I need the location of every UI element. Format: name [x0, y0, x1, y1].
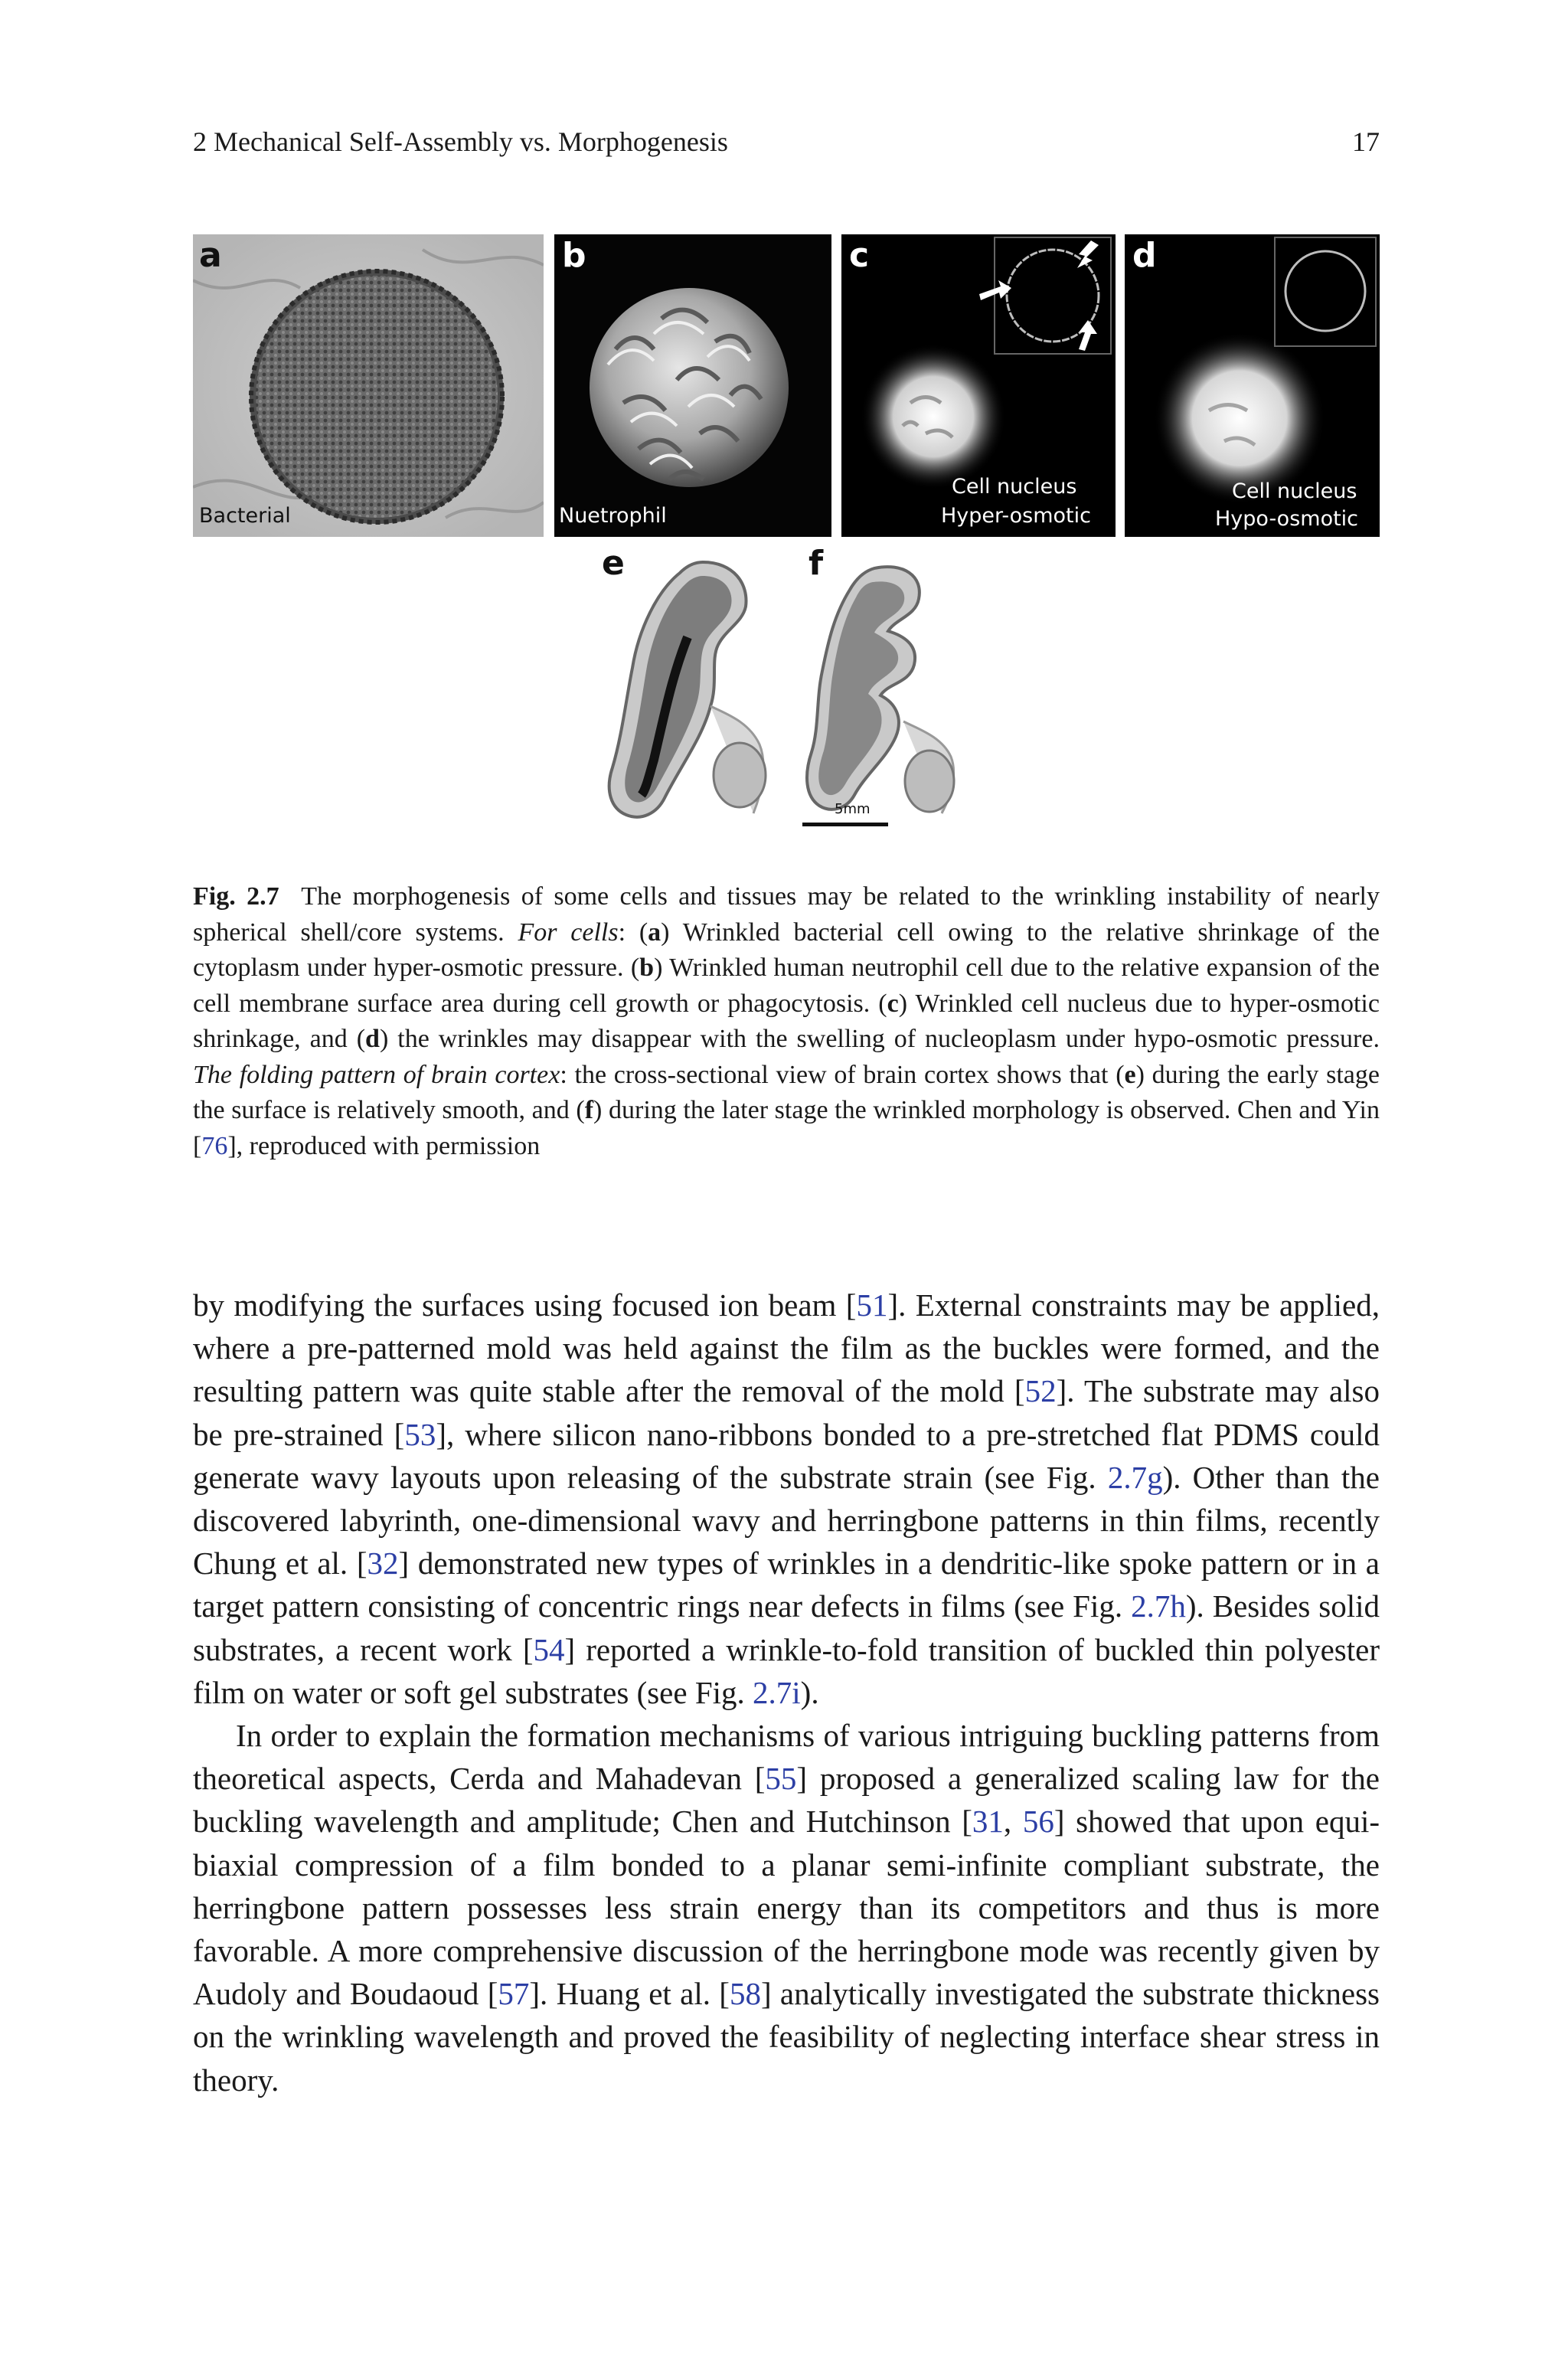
- citation-link[interactable]: 52: [1024, 1373, 1057, 1409]
- figure-panel-d: [1125, 234, 1380, 537]
- panel-caption-b: Nuetrophil: [559, 504, 667, 528]
- panel-label-e: e: [602, 545, 625, 583]
- citation-link[interactable]: 53: [404, 1416, 436, 1452]
- paragraph: by modifying the surfaces using focused ion beam [51]. External constraints may be applied, where a pre-patterned mold was held against the film as the buckles were formed, and the resulting pattern was quite stable after the removal of the mold [52]. The substrate may also be pre-strained [53], where silicon nano-ribbons bonded to a pre-stretched flat PDMS could generate wavy layouts upon releasing of the substrate strain (see Fig. 2.7g). Other than the discovered labyrinth, one-dimensional wavy and herringbone patterns in thin films, recently Chung et al. [32] demonstrated new types of wrinkles in a dendritic-like spoke pattern or in a target pattern consisting of concentric rings near defects in films (see Fig. 2.7h). Besides solid substrates, a recent work [54] reported a wrinkle-to-fold transition of buckled thin polyester film on water or soft gel substrates (see Fig. 2.7i).: [193, 1287, 1380, 1710]
- panel-caption-a: Bacterial: [199, 504, 291, 528]
- citation-link[interactable]: 32: [367, 1546, 399, 1582]
- citation-link[interactable]: 31: [972, 1804, 1004, 1840]
- scale-bar-label: 5mm: [835, 801, 871, 817]
- figure-panel-c: [841, 234, 1116, 537]
- figure-link[interactable]: 2.7i: [753, 1674, 801, 1710]
- panel-caption-c-line2: Hyper-osmotic: [941, 504, 1091, 528]
- figure-link[interactable]: 2.7g: [1107, 1459, 1163, 1495]
- citation-link[interactable]: 55: [765, 1761, 797, 1797]
- figure-panel-a: [193, 234, 544, 537]
- page-number: 17: [1352, 126, 1380, 157]
- citation-link[interactable]: 56: [1022, 1804, 1054, 1840]
- citation-link[interactable]: 76: [201, 1131, 228, 1160]
- panel-caption-c-line1: Cell nucleus: [952, 475, 1077, 499]
- panel-caption-d-line2: Hypo-osmotic: [1215, 507, 1359, 531]
- panel-caption-d-line1: Cell nucleus: [1232, 479, 1357, 503]
- panel-label-a: a: [199, 236, 222, 275]
- chapter-title: 2 Mechanical Self-Assembly vs. Morphogenesis: [193, 126, 728, 157]
- panel-label-b: b: [562, 236, 586, 275]
- running-header: [193, 126, 1380, 164]
- figure-link[interactable]: 2.7h: [1131, 1588, 1186, 1624]
- panel-label-c: c: [849, 236, 870, 275]
- citation-link[interactable]: 58: [729, 1976, 761, 2012]
- figure-label: Fig. 2.7: [193, 882, 279, 911]
- panel-label-f: f: [808, 545, 824, 583]
- panel-label-d: d: [1132, 236, 1157, 275]
- bacterial-cell-image: [193, 234, 544, 537]
- citation-link[interactable]: 57: [498, 1976, 530, 2012]
- brain-cortex-early-image: [596, 545, 775, 835]
- figure-caption: Fig. 2.7 The morphogenesis of some cells and tissues may be related to the wrinkling instability of nearly spherical shell/core systems. For cells: (a) Wrinkled bacterial cell owing to the relative shrinkage of the cytoplasm under hyper-osmotic pressure. (b) Wrinkled human neutrophil cell due to the relative expansion of the cell membrane surface area during cell growth or phagocytosis. (c) Wrinkled cell nucleus due to hyper-osmotic shrinkage, and (d) the wrinkles may disappear with the swelling of nucleoplasm under hypo-osmotic pressure. The folding pattern of brain cortex: the cross-sectional view of brain cortex shows that (e) during the early stage the surface is relatively smooth, and (f) during the later stage the wrinkled morphology is observed. Chen and Yin [76], reproduced with permission: [193, 882, 1380, 1160]
- citation-link[interactable]: 54: [533, 1631, 565, 1667]
- figure-panel-f: [789, 545, 966, 835]
- paragraph: In order to explain the formation mechanisms of various intriguing buckling patterns from theoretical aspects, Cerda and Mahadevan [55] proposed a generalized scaling law for the buckling wavelength and amplitude; Chen and Hutchinson [31, 56] showed that upon equi-biaxial compression of a film bonded to a planar semi-infinite compliant substrate, the herringbone pattern possesses less strain energy than its competitors and thus is more favorable. A more comprehensive discussion of the herringbone mode was recently given by Audoly and Boudaoud [57]. Huang et al. [58] analytically investigated the substrate thickness on the wrinkling wavelength and proved the feasibility of neglecting interface shear stress in theory.: [193, 1718, 1380, 2098]
- brain-cortex-late-image: [789, 545, 966, 835]
- figure-panel-b: [554, 234, 831, 537]
- citation-link[interactable]: 51: [856, 1287, 888, 1323]
- body-text: [193, 1284, 1380, 2102]
- figure-panel-e: [596, 545, 775, 835]
- neutrophil-cell-image: [554, 234, 831, 537]
